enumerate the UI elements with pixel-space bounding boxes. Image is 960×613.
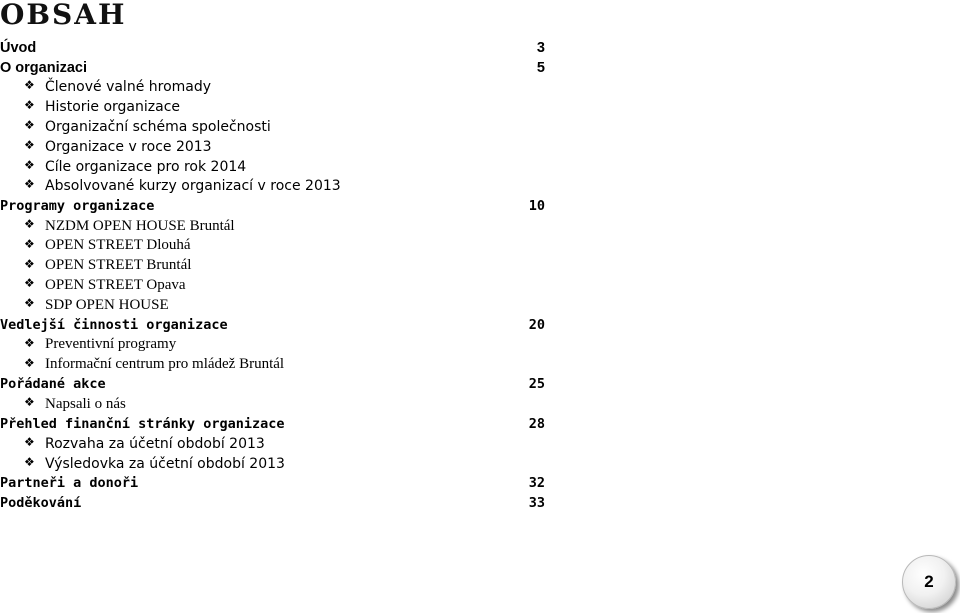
toc-subentry[interactable] (0, 78, 545, 98)
toc-entry-label: Výsledovka za účetní období 2013 (45, 455, 285, 472)
diamond-bullet-icon (24, 220, 36, 232)
toc-entry[interactable] (0, 474, 545, 494)
diamond-bullet-icon (24, 81, 36, 93)
toc-entry-label: Přehled finanční stránky organizace (0, 416, 285, 433)
toc-entry-label: O organizaci (0, 59, 88, 76)
diamond-bullet-icon (24, 260, 36, 272)
diamond-bullet-icon (24, 458, 36, 470)
toc-subentry[interactable] (0, 434, 545, 454)
toc-entry-label: Absolvované kurzy organizací v roce 2013 (45, 178, 341, 195)
toc-entry-label: Historie organizace (45, 99, 181, 116)
toc-entry-label: OPEN STREET Opava (45, 276, 186, 293)
page-number-badge (902, 555, 956, 609)
toc-entry-label: Úvod (0, 39, 37, 56)
diamond-bullet-icon (24, 180, 36, 192)
toc-subentry[interactable] (0, 256, 545, 276)
diamond-bullet-icon (24, 438, 36, 450)
toc-subentry[interactable] (0, 355, 545, 375)
toc-entry[interactable] (0, 196, 545, 216)
toc-entry-page-number: 5 (536, 59, 545, 76)
toc-subentry[interactable] (0, 236, 545, 256)
toc-entry-page-number: 3 (536, 39, 545, 56)
toc-subentry[interactable] (0, 454, 545, 474)
toc-entry[interactable] (0, 58, 545, 78)
toc-entry-page-number: 20 (528, 317, 545, 334)
diamond-bullet-icon (24, 279, 36, 291)
toc-subentry[interactable] (0, 97, 545, 117)
toc-entry-label: Organizační schéma společnosti (45, 119, 271, 136)
toc-subentry[interactable] (0, 177, 545, 197)
table-of-contents (0, 38, 545, 513)
toc-subentry[interactable] (0, 276, 545, 296)
toc-entry-label: Členové valné hromady (45, 79, 212, 96)
toc-subentry[interactable] (0, 295, 545, 315)
toc-entry-label: Pořádané akce (0, 376, 106, 393)
toc-entry-label: Partneři a donoři (0, 475, 139, 492)
diamond-bullet-icon (24, 121, 36, 133)
diamond-bullet-icon (24, 141, 36, 153)
page-number: 2 (924, 572, 934, 591)
toc-entry-label: OPEN STREET Dlouhá (45, 237, 191, 254)
toc-entry[interactable] (0, 414, 545, 434)
toc-subentry[interactable] (0, 157, 545, 177)
toc-subentry[interactable] (0, 394, 545, 414)
diamond-bullet-icon (24, 101, 36, 113)
toc-subentry[interactable] (0, 117, 545, 137)
diamond-bullet-icon (24, 359, 36, 371)
page-title: OBSAH (0, 0, 127, 31)
toc-entry-label: Vedlejší činnosti organizace (0, 317, 228, 334)
toc-entry-label: Napsali o nás (45, 395, 126, 412)
toc-entry-label: Cíle organizace pro rok 2014 (45, 158, 247, 175)
diamond-bullet-icon (24, 240, 36, 252)
toc-entry-label: Informační centrum pro mládež Bruntál (45, 356, 285, 373)
diamond-bullet-icon (24, 339, 36, 351)
toc-subentry[interactable] (0, 335, 545, 355)
toc-entry-page-number: 25 (528, 376, 545, 393)
toc-entry-page-number: 33 (528, 495, 545, 512)
toc-entry-label: Rozvaha za účetní období 2013 (45, 435, 265, 452)
toc-entry[interactable] (0, 38, 545, 58)
toc-entry-label: Programy organizace (0, 198, 155, 215)
toc-entry-page-number: 32 (528, 475, 545, 492)
toc-entry-label: Poděkování (0, 495, 82, 512)
toc-entry-label: Organizace v roce 2013 (45, 138, 212, 155)
toc-entry-label: Preventivní programy (45, 336, 177, 353)
diamond-bullet-icon (24, 161, 36, 173)
toc-subentry[interactable] (0, 137, 545, 157)
diamond-bullet-icon (24, 299, 36, 311)
toc-entry[interactable] (0, 493, 545, 513)
toc-entry-page-number: 10 (528, 198, 545, 215)
toc-entry-label: OPEN STREET Bruntál (45, 257, 192, 274)
toc-entry-label: SDP OPEN HOUSE (45, 296, 169, 313)
toc-entry-page-number: 28 (528, 416, 545, 433)
toc-entry[interactable] (0, 375, 545, 395)
toc-subentry[interactable] (0, 216, 545, 236)
diamond-bullet-icon (24, 398, 36, 410)
toc-entry[interactable] (0, 315, 545, 335)
toc-entry-label: NZDM OPEN HOUSE Bruntál (45, 217, 235, 234)
